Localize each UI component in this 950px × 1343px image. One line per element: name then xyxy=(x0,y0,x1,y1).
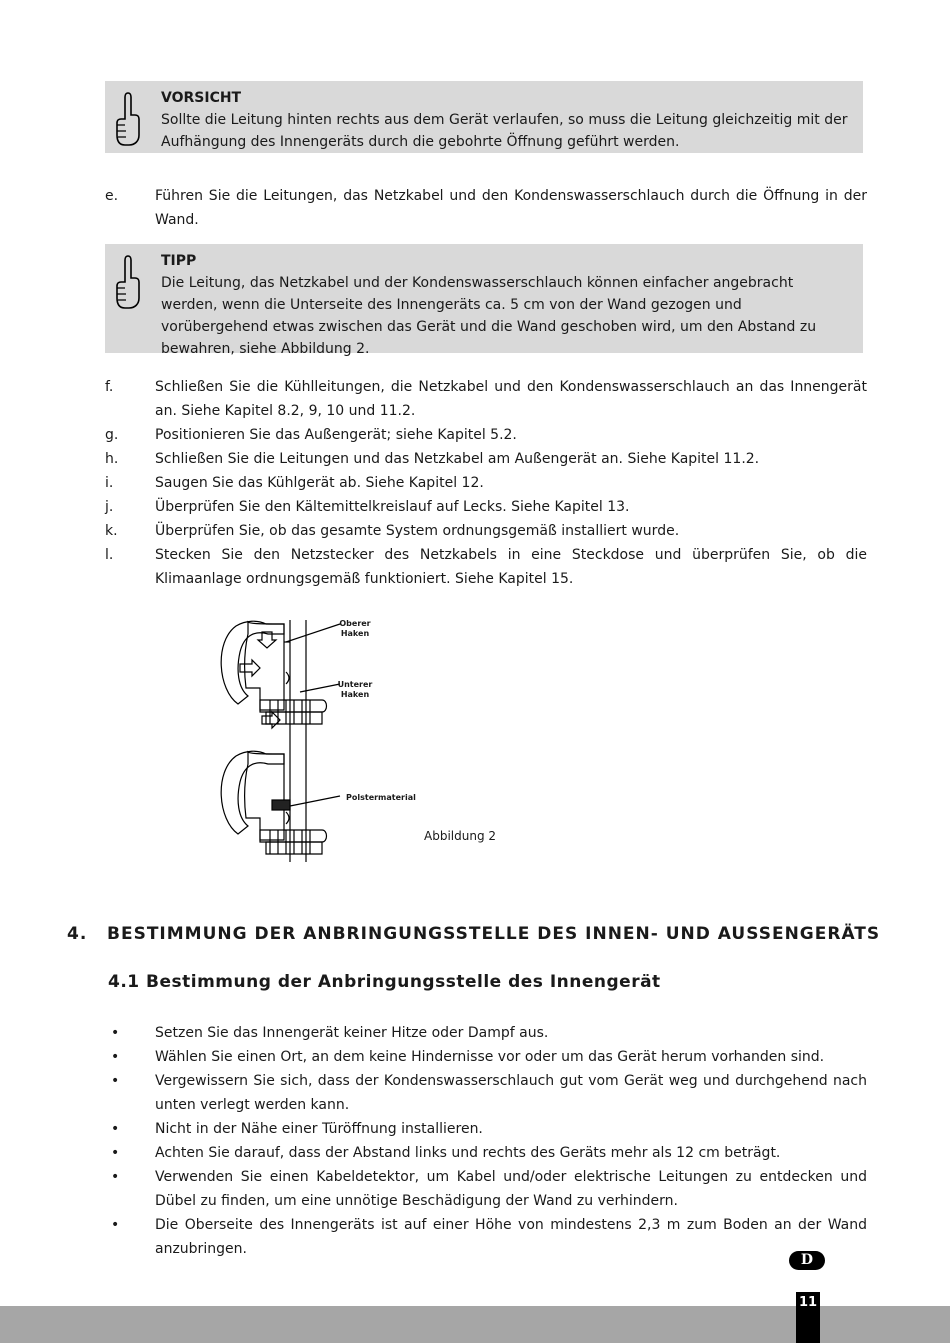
bullet-marker: • xyxy=(111,1169,120,1185)
list-item xyxy=(105,1021,867,1045)
label-lower-hook xyxy=(335,680,375,700)
list-marker: j. xyxy=(105,499,114,515)
list-marker: l. xyxy=(105,547,114,563)
list-text: Überprüfen Sie den Kältemittelkreislauf auf Lecks. Siehe Kapitel 13. xyxy=(155,499,630,515)
bullet-marker: • xyxy=(111,1025,120,1041)
tip-note xyxy=(105,244,863,357)
step-list xyxy=(105,375,867,591)
caution-note xyxy=(105,81,863,153)
subsection-heading: 4.1 Bestimmung der Anbringungsstelle des Innengerät xyxy=(108,972,661,992)
list-item xyxy=(105,543,867,591)
list-text: Verwenden Sie einen Kabeldetektor, um Kabel und/oder elektrische Leitungen zu entdecken und Dübel zu finden, um eine unnötige Beschädigung der Wand zu verhindern. xyxy=(155,1169,867,1209)
arrow-right-icon xyxy=(240,660,260,676)
list-text: Positionieren Sie das Außengerät; siehe Kapitel 5.2. xyxy=(155,427,517,443)
bullet-marker: • xyxy=(111,1049,120,1065)
bullet-marker: • xyxy=(111,1073,120,1089)
list-text: Setzen Sie das Innengerät keiner Hitze oder Dampf aus. xyxy=(155,1025,549,1041)
section-heading xyxy=(67,924,880,944)
tip-title: TIPP xyxy=(161,253,197,269)
list-item xyxy=(105,471,867,495)
arrow-right-icon xyxy=(262,712,280,728)
list-item xyxy=(105,184,867,232)
label-line: Unterer xyxy=(337,680,373,689)
unit-cover-lower xyxy=(221,751,284,834)
figure-caption: Abbildung 2 xyxy=(424,829,497,843)
list-item xyxy=(105,1141,867,1165)
list-text: Achten Sie darauf, dass der Abstand links und rechts des Geräts mehr als 12 cm beträgt. xyxy=(155,1145,781,1161)
list-text: Saugen Sie das Kühlgerät ab. Siehe Kapitel 12. xyxy=(155,475,484,491)
pointing-hand-icon xyxy=(113,252,143,312)
label-line: Haken xyxy=(340,690,370,699)
list-text: Schließen Sie die Kühlleitungen, die Netzkabel und den Kondenswasserschlauch an das Innengerät an. Siehe Kapitel 8.2, 9, 10 und 11.2. xyxy=(155,379,867,419)
list-text: Führen Sie die Leitungen, das Netzkabel und den Kondenswasserschlauch durch die Öffnung in der Wand. xyxy=(155,188,867,228)
list-text: Stecken Sie den Netzstecker des Netzkabels in eine Steckdose und überprüfen Sie, ob die Klimaanlage ordnungsgemäß funktioniert. Siehe Kapitel 15. xyxy=(155,547,867,587)
list-marker: f. xyxy=(105,379,114,395)
list-item xyxy=(105,1045,867,1069)
list-marker: g. xyxy=(105,427,119,443)
pointing-hand-icon xyxy=(113,89,143,149)
list-item xyxy=(105,1069,867,1117)
label-upper-hook xyxy=(335,619,375,639)
section-title: BESTIMMUNG DER ANBRINGUNGSSTELLE DES INNEN- UND AUSSENGERÄTS xyxy=(107,924,881,944)
list-item xyxy=(105,447,867,471)
padding-block xyxy=(272,800,290,810)
bullet-list xyxy=(105,1021,867,1261)
list-text: Wählen Sie einen Ort, an dem keine Hindernisse vor oder um das Gerät herum vorhanden sind. xyxy=(155,1049,825,1065)
bullet-marker: • xyxy=(111,1217,120,1233)
caution-title: VORSICHT xyxy=(161,90,242,106)
tip-text: Die Leitung, das Netzkabel und der Kondenswasserschlauch können einfacher angebracht werden, wenn die Unterseite des Innengeräts ca. 5 cm von der Wand gezogen und vorübergehend etwas zwischen das Gerät und die Wand geschoben wird, um den Abstand zu bewahren, siehe Abbildung 2. xyxy=(161,275,817,357)
bullet-marker: • xyxy=(111,1145,120,1161)
list-item xyxy=(105,423,867,447)
page-number: 11 xyxy=(796,1292,820,1343)
list-item xyxy=(105,495,867,519)
list-marker: k. xyxy=(105,523,118,539)
list-marker: i. xyxy=(105,475,114,491)
label-line: Oberer xyxy=(339,619,371,628)
label-line: Haken xyxy=(340,629,370,638)
list-text: Schließen Sie die Leitungen und das Netzkabel am Außengerät an. Siehe Kapitel 11.2. xyxy=(155,451,760,467)
list-marker: h. xyxy=(105,451,119,467)
leader-line-upper-hook xyxy=(286,624,340,642)
list-marker: e. xyxy=(105,188,119,204)
list-text: Überprüfen Sie, ob das gesamte System ordnungsgemäß installiert wurde. xyxy=(155,523,680,539)
step-list-e xyxy=(105,184,867,232)
caution-text: Sollte die Leitung hinten rechts aus dem Gerät verlaufen, so muss die Leitung gleichzeitig mit der Aufhängung des Innengeräts durch die gebohrte Öffnung geführt werden. xyxy=(161,112,848,150)
bullet-marker: • xyxy=(111,1121,120,1137)
list-item xyxy=(105,1165,867,1213)
list-item xyxy=(105,1213,867,1261)
list-item xyxy=(105,519,867,543)
language-badge: D xyxy=(789,1251,825,1270)
list-item xyxy=(105,375,867,423)
leader-line-padding xyxy=(290,796,340,806)
list-text: Die Oberseite des Innengeräts ist auf einer Höhe von mindestens 2,3 m zum Boden an der Wand anzubringen. xyxy=(155,1217,867,1257)
list-text: Vergewissern Sie sich, dass der Kondenswasserschlauch gut vom Gerät weg und durchgehend nach unten verlegt werden kann. xyxy=(155,1073,867,1113)
section-number: 4. xyxy=(67,924,88,944)
label-padding-material: Polstermaterial xyxy=(346,793,416,802)
list-item xyxy=(105,1117,867,1141)
list-text: Nicht in der Nähe einer Türöffnung installieren. xyxy=(155,1121,483,1137)
